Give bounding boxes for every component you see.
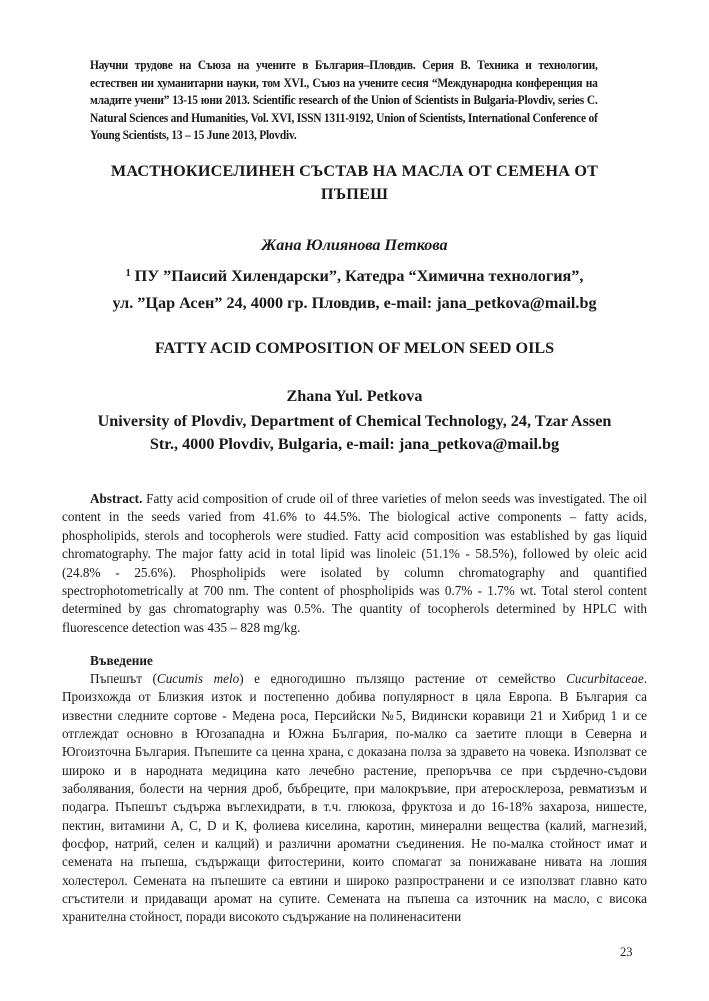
author-bulgarian: Жана Юлиянова Петкова: [261, 236, 448, 254]
abstract: [62, 490, 647, 637]
affiliation-english-line2: Str., 4000 Plovdiv, Bulgaria, e-mail: jana_petkova@mail.bg: [149, 435, 560, 453]
affiliation-bulgarian: [60, 260, 649, 317]
title-english: FATTY ACID COMPOSITION OF MELON SEED OILS: [154, 339, 555, 357]
author-english: Zhana Yul. Petkova: [286, 387, 423, 405]
affiliation-bulgarian-line2: ул. ”Цар Асен” 24, 4000 гр. Пловдив, e-mail: jana_petkova@mail.bg: [112, 294, 597, 312]
section-heading-introduction: Въведение: [90, 653, 153, 668]
intro-text-3: . Произхожда от Близкия изток и постепенно добива популярност в цяла Европа. В България са известни следните сортове - Медена роса, Персийски №5, Видински коравици 21 и Хибрид 1 и се отглеждат основно в Югозападна и Южна България, по-малко са заетите площи в Северна и Югоизточна България. Пъпешите са ценна храна, с доказана полза за здравето на човека. Използват се широко и в народната медицина като лечебно растение, препоръчва се при сърдечно-съдови заболявания, болести на черния дроб, бъбреците, при малокръвие, при атеросклероза, ревматизъм и подагра. Пъпешът съдържа въглехидрати, в т.ч. глюкоза, фруктоза и до 16-18% захароза, нишесте, пектин, витамини А, С, D и К, фолиева киселина, каротин, минерални вещества (калий, магнезий, фосфор, натрий, селен и калций) и различни ароматни съединения. Не по-малка стойност имат и семената на пъпеша, съдържащи фитостерини, които спомагат за понижаване нивата на лошия холестерол. Семената на пъпешите са евтини и широко разпространени и се използват главно като сгъстители и придаващи аромат на супите. Семената на пъпеша са източник на масло, с висока хранителна стойност, поради високото съдържание на полиненаситени: [62, 671, 647, 925]
abstract-text: Fatty acid composition of crude oil of three varieties of melon seeds was investigated. The oil content in the seeds varied from 41.6% to 44.5%. The biological active components – fatty acids, phospholipids, sterols and tocopherols were studied. Fatty acid composition was established by gas liquid chromatography. The major fatty acid in total lipid was linoleic (51.1% - 58.5%), followed by oleic acid (24.8% - 25.6%). Phospholipids were isolated by column chromatography and quantified spectrophotometrically at 700 nm. The content of phospholipids was 0.7% - 1.7% wt. Total sterol content determined by gas chromatography was 0.5%. The quantity of tocopherols determined by HPLC with fluorescence detection was 435 – 828 mg/kg.: [62, 491, 647, 635]
affiliation-english-line1: University of Plovdiv, Department of Chemical Technology, 24, Tzar Assen: [97, 412, 612, 430]
family-name: Cucurbitaceae: [566, 671, 644, 686]
intro-text-1: Пъпешът (: [90, 671, 157, 686]
species-name: Cucumis melo: [156, 671, 240, 686]
journal-header: Научни трудове на Съюза на учените в България–Пловдив. Серия В. Техника и технологии, естествен ии хуманитарни науки, том XVI., Съюз на учените сесия “Международна конференция на младите учени” 13-15 юни 2013. Scientific research of the Union of Scientists in Bulgaria-Plovdiv, series C. Natural Sciences and Humanities, Vol. XVI, ISSN 1311-9192, Union of Scientists, International Conference of Young Scientists, 13 – 15 June 2013, Plovdiv.: [90, 58, 598, 143]
title-bulgarian-line2: ПЪПЕШ: [320, 185, 389, 203]
affiliation-bulgarian-line1: [60, 260, 649, 290]
page-number: 23: [620, 945, 633, 959]
affiliation-english: [62, 410, 647, 456]
affiliation-bulgarian-line1-text: ПУ ”Паисий Хилендарски”, Катедра “Химична технология”,: [134, 267, 584, 285]
affiliation-superscript: 1: [125, 268, 131, 279]
introduction-paragraph: [62, 670, 647, 927]
intro-text-2: ) е едногодишно пълзящо растение от семейство: [239, 671, 567, 686]
title-bulgarian-line1: МАСТНОКИСЕЛИНЕН СЪСТАВ НА МАСЛА ОТ СЕМЕНА ОТ: [110, 162, 599, 180]
abstract-label: Abstract.: [90, 491, 143, 506]
title-bulgarian: [60, 160, 649, 206]
